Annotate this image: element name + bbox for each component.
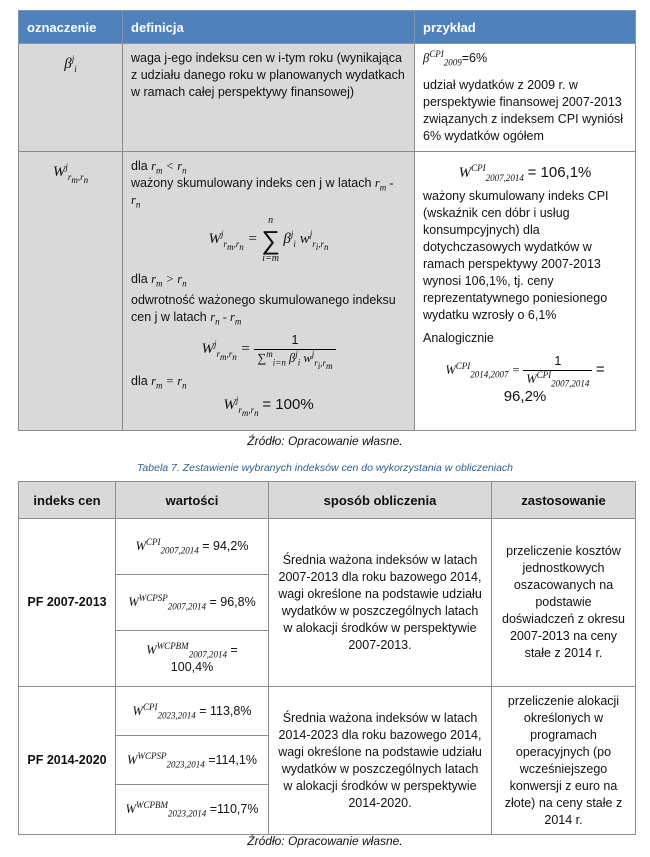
header-oznaczenie: oznaczenie <box>19 11 123 44</box>
header-przyklad: przykład <box>415 11 636 44</box>
price-index-header <box>19 482 636 519</box>
value-cell: $W^{WCPSP}_{2023,2014} =114,1\%$ <box>116 736 269 785</box>
definition-1: ważony skumulowany indeks cen j w latach $r_m - r_n$ <box>131 176 394 210</box>
symbol-beta: $\beta^j_i$ <box>19 44 123 152</box>
condition-3: dla $r_m = r_n$ <box>131 374 187 391</box>
row-beta <box>19 44 636 152</box>
header-wartosci: wartości <box>116 482 269 519</box>
method-cell: Średnia ważona indeksów w latach 2007-2013 dla roku bazowego 2014, wagi określone na podstawie udziału wydatków w poszczególnych latach w alokacji środków w perspektywie 2007-2013. <box>269 519 492 687</box>
index-name: PF 2007-2013 <box>19 519 116 687</box>
row-w <box>19 152 636 431</box>
value-cell: $W^{WCPBM}_{2023,2014} =110,7\%$ <box>116 785 269 835</box>
example-w-formula-1: $W^{CPI}_{2007,2014} = 106,1\%$ <box>458 163 592 183</box>
usage-cell: przeliczenie alokacji określonych w programach operacyjnych (po wcześniejszego konwersji z euro na złote) na ceny stałe z 2014 r. <box>492 687 636 835</box>
table-row <box>19 519 636 575</box>
price-index-table <box>18 481 636 835</box>
value-cell: $W^{CPI}_{2023,2014} = 113,8\%$ <box>116 687 269 736</box>
example-w-text: ważony skumulowany indeks CPI (wskaźnik cen dóbr i usług konsumpcyjnych) dla dotychczasowych wydatków w ramach perspektywy 2007-2013 wynosi 106,1%, tj. ceny reprezentatywnego poniesionego wydatku wzrosły o 6,1% <box>423 189 609 322</box>
header-sposob-obliczenia: sposób obliczenia <box>269 482 492 519</box>
formula-cumulative: $W^j_{r_m,r_n}$ = n ∑ i=m $\beta^j_i$ $w^j_{r_i,r_n}$ <box>208 215 329 264</box>
value-cell: $W^{WCPSP}_{2007,2014} = 96,8\%$ <box>116 575 269 631</box>
notation-table <box>18 10 636 431</box>
notation-table-header <box>19 11 636 44</box>
value-cell: $W^{CPI}_{2007,2014} = 94,2\%$ <box>116 519 269 575</box>
example-beta <box>415 44 636 152</box>
example-w-analog: Analogicznie <box>423 331 494 345</box>
definition-2: odwrotność ważonego skumulowanego indeksu cen j w latach $r_n - r_m$ <box>131 293 396 327</box>
method-cell: Średnia ważona indeksów w latach 2014-2023 dla roku bazowego 2014, wagi określone na podstawie udziału wydatków w poszczególnych latach w alokacji środków w perspektywie 2014-2020. <box>269 687 492 835</box>
header-definicja: definicja <box>123 11 415 44</box>
source-caption-1: Źródło: Opracowanie własne. <box>247 434 403 448</box>
example-w <box>415 152 636 431</box>
header-zastosowanie: zastosowanie <box>492 482 636 519</box>
example-beta-formula: $\beta^{CPI}_{2009}=6\%$ <box>423 48 488 68</box>
condition-1: dla $r_m < r_n$ <box>131 159 187 176</box>
symbol-w: $W^j_{r_m,r_n}$ <box>19 152 123 431</box>
header-indeks-cen: indeks cen <box>19 482 116 519</box>
formula-inverse: $W^j_{r_m,r_n}$ = $\frac{1}{\sum^m_{i=n} \beta^j_i w^j_{r_i,r_m}}$ <box>131 332 406 367</box>
definition-beta: waga j-ego indeksu cen w i-tym roku (wynikająca z udziału danego roku w planowanych wydatkach w ramach całej perspektywy finansowej) <box>123 44 415 152</box>
source-caption-2: Źródło: Opracowanie własne. <box>247 834 403 848</box>
definition-w <box>123 152 415 431</box>
table-row <box>19 687 636 736</box>
usage-cell: przeliczenie kosztów jednostkowych oszacowanych na podstawie doświadczeń z okresu 2007-2013 na ceny stałe z 2014 r. <box>492 519 636 687</box>
index-name: PF 2014-2020 <box>19 687 116 835</box>
formula-equal: $W^j_{r_m,r_n} = 100\%$ <box>223 395 314 418</box>
example-beta-text: udział wydatków z 2009 r. w perspektywie finansowej 2007-2013 związanych z indeksem CPI wyniósł 6% wydatków ogółem <box>423 78 624 143</box>
example-w-formula-2: $W^{CPI}_{2014,2007}$ = $\frac{1}{W^{CPI}_{2007,2014}}$ = 96,2% <box>445 354 605 405</box>
table-7-title: Tabela 7. Zestawienie wybranych indeksów cen do wykorzystania w obliczeniach <box>136 462 514 474</box>
value-cell: $W^{WCPBM}_{2007,2014} = 100,4\%$ <box>116 631 269 687</box>
condition-2: dla $r_m > r_n$ <box>131 272 187 289</box>
